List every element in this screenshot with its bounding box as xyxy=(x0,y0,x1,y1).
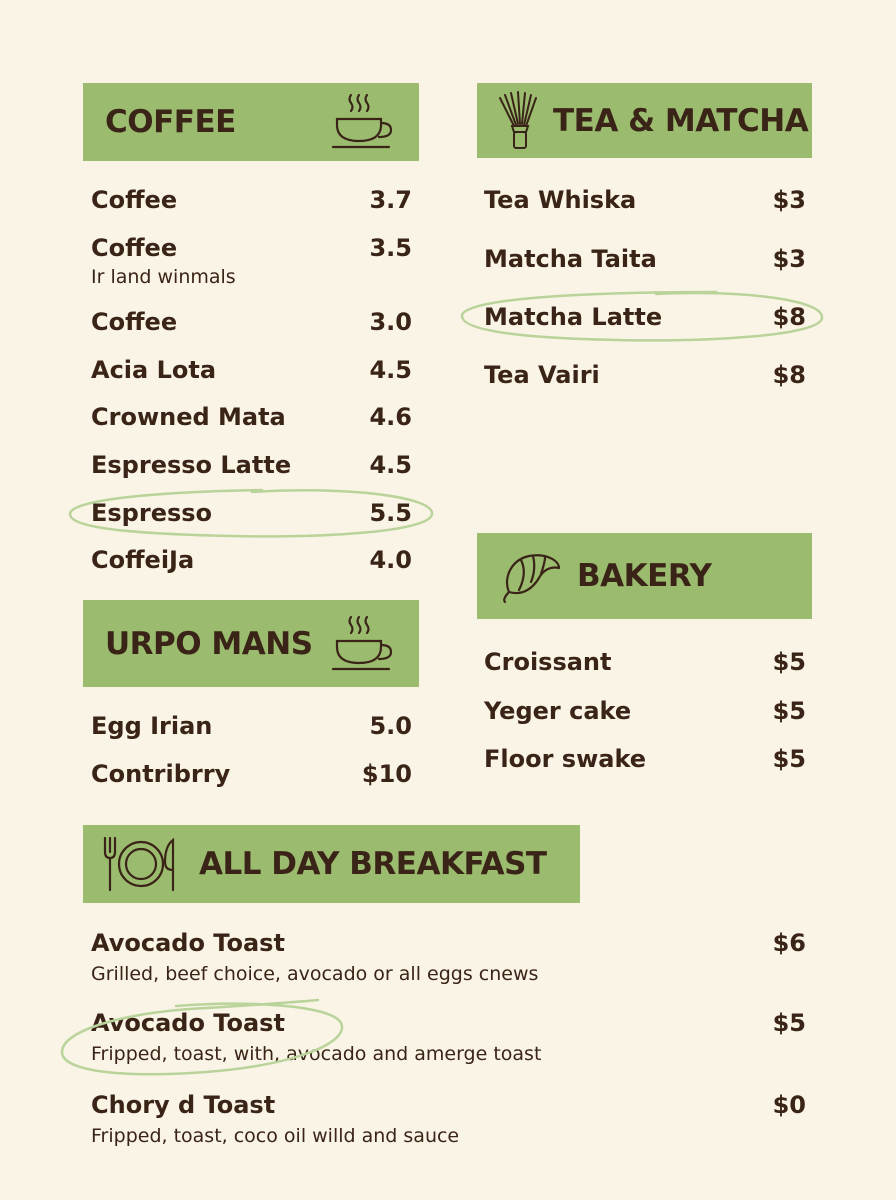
item-name: Avocado Toast xyxy=(91,1009,285,1037)
tea-section-title: TEA & MATCHA xyxy=(553,102,809,139)
menu-item xyxy=(91,929,806,989)
plate-fork-knife-icon xyxy=(101,834,181,894)
item-name: Yeger cake xyxy=(484,697,632,725)
item-price: $10 xyxy=(361,760,412,788)
menu-item xyxy=(91,451,412,481)
menu-item xyxy=(484,245,806,275)
bakery-section-header xyxy=(477,533,812,619)
item-price: 5.0 xyxy=(369,712,412,740)
menu-item-highlighted xyxy=(484,303,806,333)
menu-item xyxy=(484,186,806,216)
item-name: Chory d Toast xyxy=(91,1091,276,1119)
menu-item-highlighted xyxy=(91,499,412,529)
item-name: Tea Vairi xyxy=(484,361,600,389)
item-price: $0 xyxy=(772,1091,806,1119)
item-name: Avocado Toast xyxy=(91,929,285,957)
menu-item xyxy=(91,1091,806,1151)
item-price: 4.6 xyxy=(369,403,412,431)
item-price: $5 xyxy=(772,1009,806,1037)
item-price: $5 xyxy=(772,648,806,676)
item-name: Contribrry xyxy=(91,760,231,788)
item-name: Espresso Latte xyxy=(91,451,292,479)
item-name: Croissant xyxy=(484,648,612,676)
item-name: Matcha Latte xyxy=(484,303,663,331)
item-description: Fripped, toast, with, avocado and amerge toast xyxy=(91,1043,542,1065)
urpo-section-header xyxy=(83,600,419,687)
menu-item xyxy=(91,308,412,338)
item-price: $8 xyxy=(772,303,806,331)
item-price: $3 xyxy=(772,186,806,214)
item-description: Ir land winmals xyxy=(91,266,236,288)
bakery-section-title: BAKERY xyxy=(577,558,712,594)
menu-item xyxy=(91,546,412,576)
item-description: Grilled, beef choice, avocado or all eggs cnews xyxy=(91,963,539,985)
croissant-icon xyxy=(499,548,563,604)
item-name: Coffee xyxy=(91,308,178,336)
menu-item xyxy=(484,745,806,775)
breakfast-section-title: ALL DAY BREAKFAST xyxy=(199,846,547,882)
menu-item xyxy=(91,760,412,790)
menu-item xyxy=(91,234,412,294)
menu-item xyxy=(484,697,806,727)
item-name: Coffee xyxy=(91,234,178,262)
item-price: $6 xyxy=(772,929,806,957)
item-name: Matcha Taita xyxy=(484,245,657,273)
item-price: 3.0 xyxy=(369,308,412,336)
menu-item xyxy=(91,712,412,742)
item-price: 5.5 xyxy=(369,499,412,527)
item-price: 4.5 xyxy=(369,356,412,384)
item-price: 3.5 xyxy=(369,234,412,262)
item-name: Tea Whiska xyxy=(484,186,637,214)
menu-item-highlighted xyxy=(91,1009,806,1069)
urpo-section-title: URPO MANS xyxy=(105,625,313,662)
menu-item xyxy=(91,403,412,433)
menu-item xyxy=(91,186,412,216)
coffee-section-header xyxy=(83,83,419,161)
coffee-cup-icon xyxy=(329,91,397,153)
item-name: Floor swake xyxy=(484,745,647,773)
matcha-whisk-icon xyxy=(495,90,541,152)
item-name: CoffeiJa xyxy=(91,546,195,574)
breakfast-section-header xyxy=(83,825,580,903)
item-name: Coffee xyxy=(91,186,178,214)
item-price: 4.0 xyxy=(369,546,412,574)
item-price: 3.7 xyxy=(369,186,412,214)
menu-item xyxy=(484,648,806,678)
item-price: $5 xyxy=(772,745,806,773)
item-price: $5 xyxy=(772,697,806,725)
item-name: Crowned Mata xyxy=(91,403,286,431)
menu-item xyxy=(91,356,412,386)
item-name: Acia Lota xyxy=(91,356,217,384)
coffee-cup-icon xyxy=(329,613,397,675)
coffee-section-title: COFFEE xyxy=(105,104,236,140)
item-name: Espresso xyxy=(91,499,213,527)
tea-section-header xyxy=(477,83,812,158)
menu-item xyxy=(484,361,806,391)
item-price: $3 xyxy=(772,245,806,273)
item-price: $8 xyxy=(772,361,806,389)
item-price: 4.5 xyxy=(369,451,412,479)
item-name: Egg Irian xyxy=(91,712,213,740)
item-description: Fripped, toast, coco oil willd and sauce xyxy=(91,1125,460,1147)
